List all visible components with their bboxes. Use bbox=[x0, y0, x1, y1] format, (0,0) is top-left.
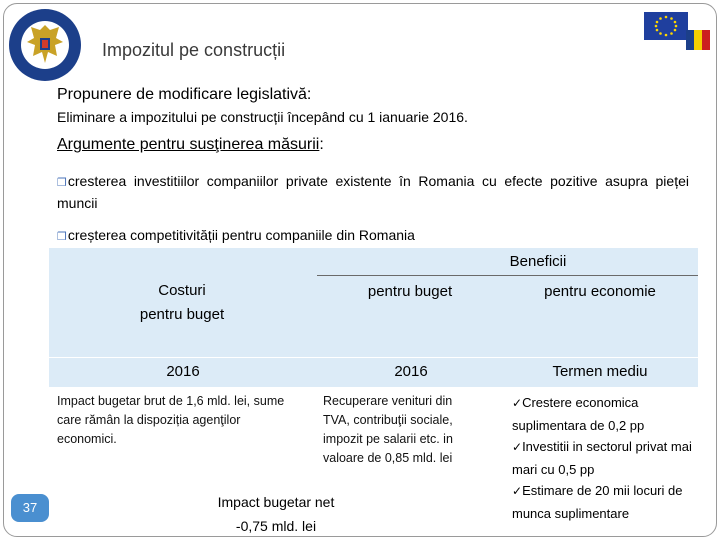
arguments-heading-colon: : bbox=[319, 136, 324, 153]
economy-benefit-item bbox=[512, 480, 697, 524]
page-number-badge: 37 bbox=[11, 494, 49, 522]
net-impact-line2: -0,75 mld. lei bbox=[235, 518, 317, 534]
checkmark-icon: ✓ bbox=[512, 440, 523, 454]
ministry-emblem bbox=[8, 8, 82, 82]
economy-benefits-list bbox=[512, 392, 697, 524]
economy-benefit-text: Investitii in sectorul privat mai mari cu 0,5 pp bbox=[512, 439, 692, 477]
period-buget: 2016 bbox=[394, 363, 428, 380]
slide-title: Impozitul pe construcții bbox=[102, 40, 286, 60]
checkmark-icon: ✓ bbox=[512, 484, 523, 498]
checkbox-bullet-icon: ❒ bbox=[57, 231, 67, 243]
pentru-economie-header: pentru economie bbox=[544, 283, 656, 300]
checkbox-bullet-icon: ❒ bbox=[57, 177, 67, 189]
costuri-header-line2: pentru buget bbox=[139, 306, 225, 323]
argument-bullet bbox=[57, 225, 415, 247]
pentru-buget-header: pentru buget bbox=[367, 283, 453, 300]
argument-bullet bbox=[57, 171, 689, 213]
table-row-divider bbox=[49, 357, 698, 358]
checkmark-icon: ✓ bbox=[512, 396, 523, 410]
argument-bullet-text: cresterea investitiilor companiilor private existente în Romania cu efecte pozitive asupra pieței muncii bbox=[57, 173, 689, 211]
economy-benefit-item bbox=[512, 392, 697, 436]
period-costuri: 2016 bbox=[166, 363, 200, 380]
cost-impact-text: Impact bugetar brut de 1,6 mld. lei, sume care rămân la dispoziția agenţilor economici. bbox=[57, 394, 285, 446]
argument-bullet-text: creșterea competitivității pentru companiile din Romania bbox=[67, 227, 415, 243]
period-economie: Termen mediu bbox=[552, 363, 648, 380]
beneficii-divider bbox=[317, 275, 698, 276]
arguments-heading-text: Argumente pentru susţinerea măsurii bbox=[57, 136, 320, 153]
costuri-header-line1: Costuri bbox=[158, 282, 206, 299]
proposal-heading: Propunere de modificare legislativă: bbox=[57, 86, 312, 103]
arguments-heading bbox=[57, 136, 324, 154]
eu-romania-flags bbox=[644, 12, 710, 50]
beneficii-header: Beneficii bbox=[509, 253, 567, 270]
economy-benefit-text: Estimare de 20 mii locuri de munca suplimentare bbox=[512, 483, 683, 521]
economy-benefit-item bbox=[512, 436, 697, 480]
proposal-text: Eliminare a impozitului pe construcții începând cu 1 ianuarie 2016. bbox=[57, 109, 468, 125]
economy-benefit-text: Crestere economica suplimentara de 0,2 pp bbox=[512, 395, 645, 433]
budget-recovery-text: Recuperare venituri din TVA, contribuţii sociale, impozit pe salarii etc. in valoare de 0,85 mld. lei bbox=[323, 394, 453, 465]
net-impact-line1: Impact bugetar net bbox=[217, 494, 335, 510]
